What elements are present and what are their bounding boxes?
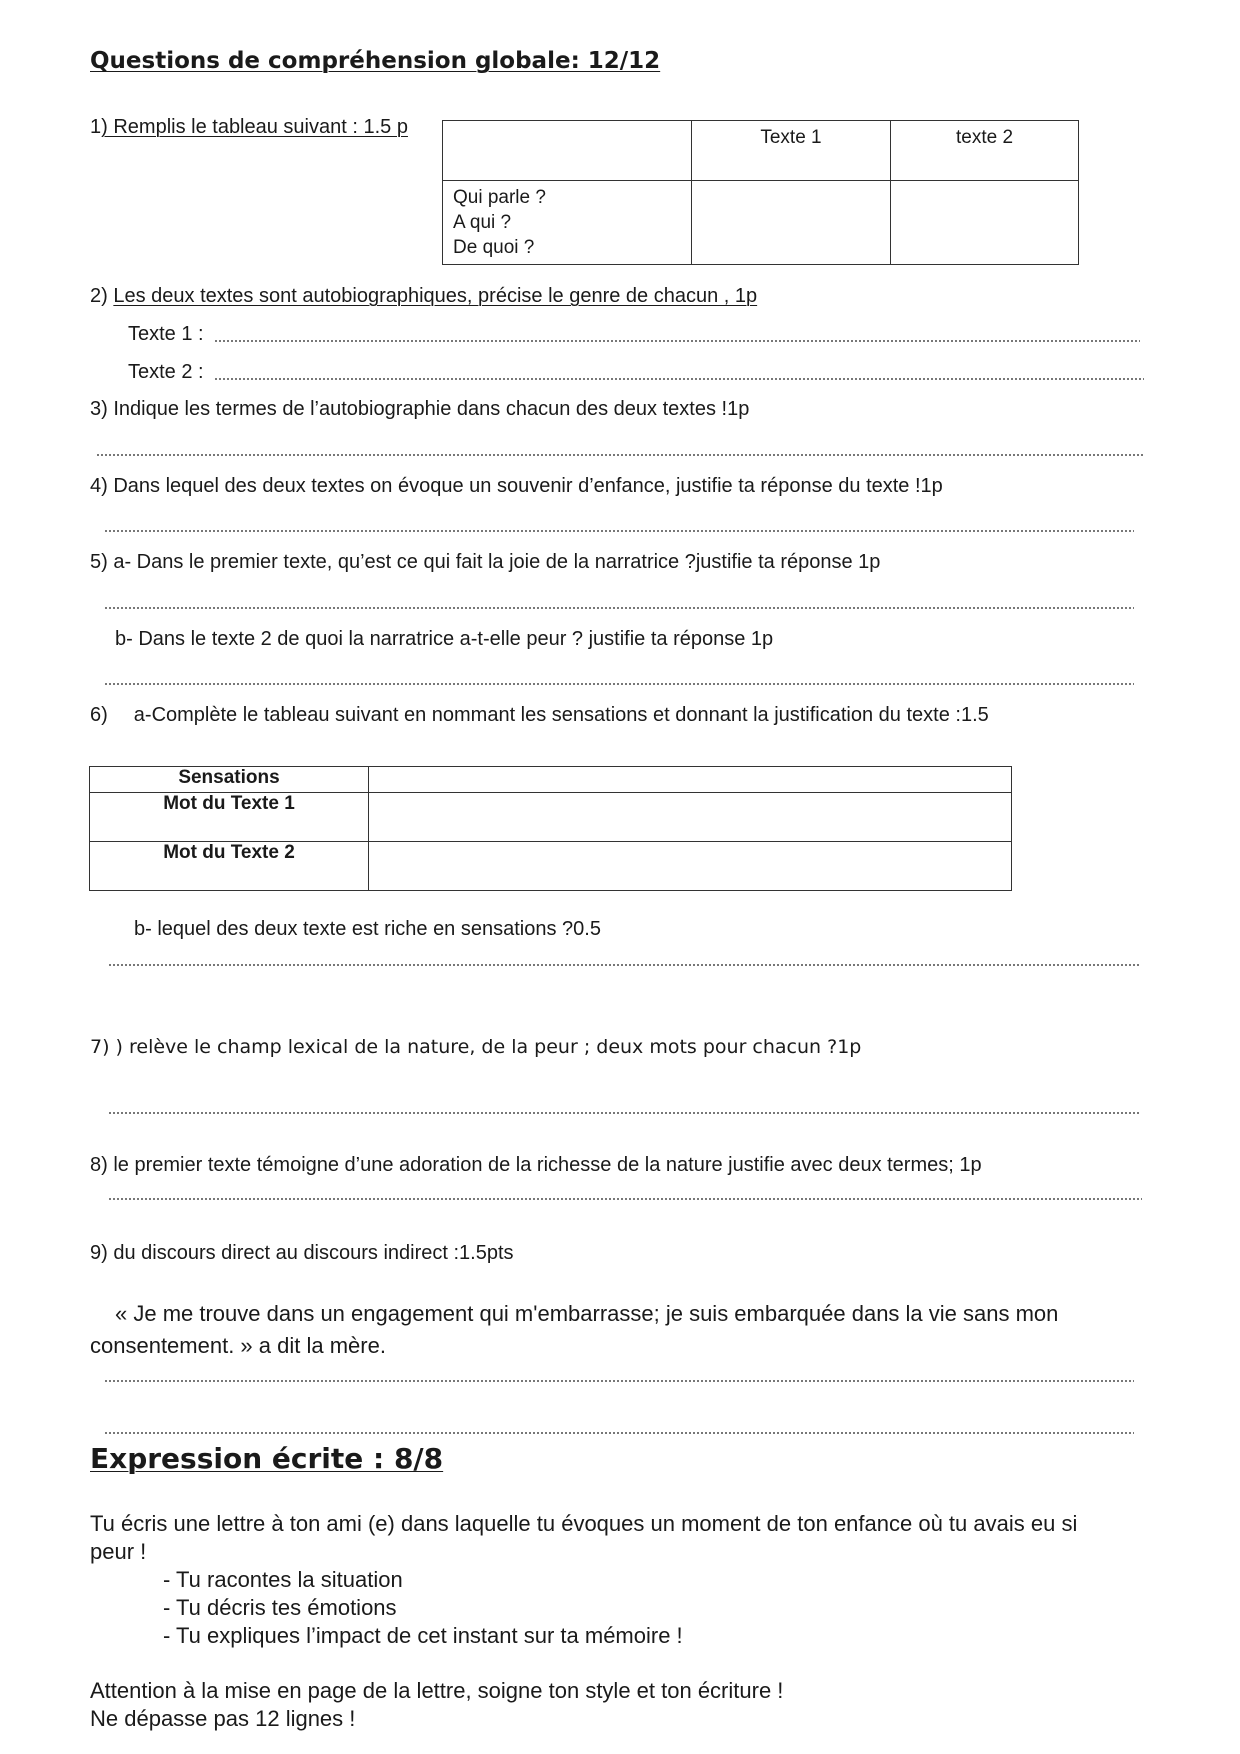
instruction-note-1: Attention à la mise en page de la lettre, soigne ton style et ton écriture ! — [90, 1678, 784, 1703]
answer-cell-sensations[interactable] — [369, 767, 1012, 793]
answer-cell-mot-texte-2[interactable] — [369, 842, 1012, 891]
question-2-number: 2) — [90, 285, 114, 307]
question-6-number: 6) — [90, 704, 108, 726]
question-8: 8) le premier texte témoigne d’une adoration de la richesse de la nature justifie avec deux termes; 1p — [90, 1154, 982, 1176]
table-header-texte-1: Texte 1 — [692, 121, 891, 181]
answer-cell-texte-1[interactable] — [692, 181, 891, 265]
question-5b: b- Dans le texte 2 de quoi la narratrice a-t-elle peur ? justifie ta réponse 1p — [115, 628, 774, 650]
bullet-item: - Tu expliques l’impact de cet instant sur ta mémoire ! — [163, 1623, 683, 1648]
section-title-expression: Expression écrite : 8/8 — [90, 1442, 444, 1475]
answer-line[interactable] — [108, 1112, 1140, 1114]
table-sensations — [89, 766, 1012, 891]
question-5a: 5) a- Dans le premier texte, qu’est ce qui fait la joie de la narratrice ?justifie ta réponse 1p — [90, 551, 881, 573]
table-cell-empty — [443, 121, 692, 181]
question-9: 9) du discours direct au discours indirect :1.5pts — [90, 1242, 514, 1264]
answer-line[interactable] — [108, 964, 1140, 966]
answer-line[interactable] — [214, 340, 1140, 342]
q2-texte-2-label: Texte 2 : — [128, 361, 204, 383]
table-label-mot-texte-1: Mot du Texte 1 — [90, 793, 369, 842]
question-6b: b- lequel des deux texte est riche en sensations ?0.5 — [134, 918, 601, 940]
instruction-note-2: Ne dépasse pas 12 lignes ! — [90, 1706, 356, 1731]
answer-cell-mot-texte-1[interactable] — [369, 793, 1012, 842]
question-6a-text: a-Complète le tableau suivant en nommant les sensations et donnant la justification du texte :1.5 — [133, 704, 989, 726]
answer-line[interactable] — [104, 607, 1134, 609]
quote-line-1: « Je me trouve dans un engagement qui m'embarrasse; je suis embarquée dans la vie sans mon — [115, 1301, 1059, 1326]
answer-line[interactable] — [214, 378, 1144, 380]
section-title-comprehension: Questions de compréhension globale: 12/12 — [90, 48, 661, 74]
question-3: 3) Indique les termes de l’autobiographie dans chacun des deux textes !1p — [90, 398, 750, 420]
label-a-qui: A qui ? — [453, 212, 512, 233]
answer-line[interactable] — [104, 1380, 1134, 1382]
answer-line[interactable] — [104, 1432, 1134, 1434]
question-2-text: Les deux textes sont autobiographiques, précise le genre de chacun , 1p — [113, 285, 758, 307]
question-4: 4) Dans lequel des deux textes on évoque un souvenir d’enfance, justifie ta réponse du texte !1p — [90, 475, 943, 497]
q2-texte-1-label: Texte 1 : — [128, 323, 204, 345]
table-header-texte-2: texte 2 — [891, 121, 1079, 181]
writing-prompt-line-1: Tu écris une lettre à ton ami (e) dans laquelle tu évoques un moment de ton enfance où tu avais eu si — [90, 1511, 1078, 1536]
table-qui-parle — [442, 120, 1079, 265]
bullet-item: - Tu décris tes émotions — [163, 1595, 397, 1620]
label-de-quoi: De quoi ? — [453, 237, 535, 258]
question-1-number: 1 — [90, 116, 102, 138]
question-6a — [90, 704, 989, 727]
table-label-sensations: Sensations — [90, 767, 369, 793]
table-row-labels — [443, 181, 692, 265]
answer-line[interactable] — [104, 530, 1134, 532]
question-1-text: ) Remplis le tableau suivant : 1.5 p — [101, 116, 408, 138]
answer-line[interactable] — [96, 454, 1144, 456]
question-1 — [90, 116, 408, 139]
question-7: 7) ) relève le champ lexical de la nature, de la peur ; deux mots pour chacun ?1p — [90, 1036, 862, 1058]
question-2 — [90, 285, 757, 308]
table-label-mot-texte-2: Mot du Texte 2 — [90, 842, 369, 891]
answer-line[interactable] — [104, 683, 1134, 685]
quote-line-2: consentement. » a dit la mère. — [90, 1333, 386, 1358]
bullet-item: - Tu racontes la situation — [163, 1567, 403, 1592]
writing-prompt-line-2: peur ! — [90, 1539, 147, 1564]
answer-cell-texte-2[interactable] — [891, 181, 1079, 265]
label-qui-parle: Qui parle ? — [453, 187, 546, 208]
answer-line[interactable] — [108, 1198, 1142, 1200]
